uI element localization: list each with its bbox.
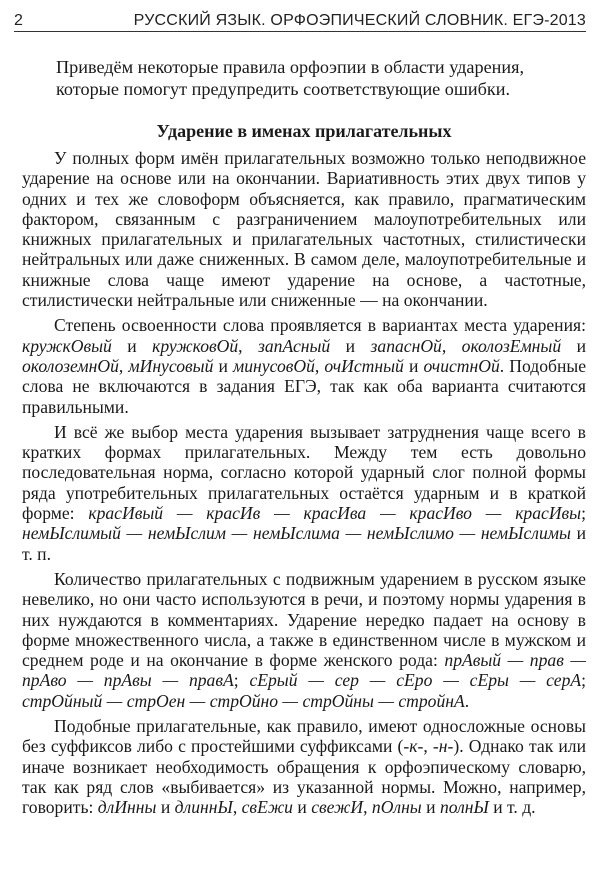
text-run: ; [233,670,250,691]
running-title: РУССКИЙ ЯЗЫК. ОРФОЭПИЧЕСКИЙ СЛОВНИК. ЕГЭ-2013 [133,12,586,29]
paragraph-1: У полных форм имён прилагательных возможно только неподвижное ударение на основе или на окончании. Вариативность этих двух типов у одних и тех же словоформ объясняется, как правило, прагматическим фактором, связанным с разграничением малоупотребительных или книжных прилагательных и прилагательных частотных, стилистически нейтральных или даже сниженных. В самом деле, малоупотребительные и книжные слова чаще имеют ударение на основе, а частотные, стилистически нейтральные или сниженные — на окончании. [22,148,586,311]
text-run: и [561,335,586,356]
text-run: и [330,335,371,356]
text-run: . [464,690,470,711]
example-word: сЕрый — сер — сЕро — сЕры — серА [249,670,582,691]
example-word: очистнОй [423,355,500,376]
text-run: и [213,355,234,376]
example-word: мИнусовый [128,355,214,376]
example-word: очИстный [324,355,404,376]
example-word: немЫслимый — немЫслим — немЫслима — немЫслимо — немЫслимы [22,523,571,544]
example-word: пОлны [371,797,422,818]
text-run: и [111,335,153,356]
example-word: свЕжи [241,797,293,818]
text-run: , [314,355,325,376]
text-run: , [118,355,129,376]
example-word: прАвый — прав — прАво — прАвы — правА [22,650,586,691]
example-word: околоземнОй [22,355,119,376]
text-run: и [292,797,312,818]
text-run: Степень освоенности слова проявляется в вариантах места ударения: [54,315,586,336]
intro-paragraph: Приведём некоторые правила орфоэпии в области ударения, которые помогут предупредить соответствующие ошибки. [56,57,525,99]
text-run: и т. д. [488,797,536,818]
example-word: длиннЫ [174,797,233,818]
example-word: запаснОй [370,335,442,356]
text-run: Количество прилагательных с подвижным ударением в русском языке невелико, но они часто используются в речи, и поэтому нормы ударения в них нуждаются в комментариях. Ударение нередко падает на основу в форме множественного числа, а также в единственном числе в мужском и среднем роде и на окончание в форме женского рода: [22,568,586,671]
running-header [14,4,586,30]
example-word: свежИ [311,797,364,818]
suffix: -к- [403,736,424,757]
example-word: полнЫ [439,797,489,818]
example-word: кружковОй [152,335,239,356]
example-word: красИвый — красИв — красИва — красИво — красИвы [88,503,582,524]
paragraph-4 [22,569,586,711]
text-run: и т. п. [22,523,586,564]
page-content [22,56,586,823]
text-run: , [423,736,433,757]
paragraph-5 [22,716,586,817]
example-word: стрОйный — стрОен — стрОйно — стрОйны — стройнА [22,690,465,711]
example-word: длИнны [97,797,157,818]
header-rule [14,31,586,32]
example-word: запАсный [258,335,331,356]
text-run: . Подобные слова не включаются в задания ЕГЭ, так как оба варианта считаются правильными. [22,355,586,417]
example-word: околозЕмный [461,335,562,356]
page-number: 2 [14,12,24,29]
text-run: , [363,797,372,818]
text-run: ). Однако так или иначе возникает необходимость обращения к орфоэпическому словарю, так как ряд слов «выбивается» из указанной нормы. Можно, например, говорить: [22,736,586,818]
text-run: и [403,355,424,376]
text-run: И всё же выбор места ударения вызывает затруднения чаще всего в кратких формах прилагательных. Между тем есть довольно последовательная норма, согласно которой ударный слог полной формы ряда употребительных прилагательных остаётся ударным и в краткой форме: [22,421,586,524]
paragraph-2 [22,315,586,416]
text-run: Подобные прилагательные, как правило, имеют односложные основы без суффиксов либо с простейшими суффиксами ( [22,716,586,757]
section-title: Ударение в именах прилагательных [156,121,452,141]
text-run: ; [581,670,586,691]
example-word: кружкОвый [22,335,112,356]
text-run: , [238,335,259,356]
text-run: и [156,797,175,818]
text-run: ; [581,503,586,524]
text-run: , [232,797,242,818]
example-word: минусовОй [233,355,315,376]
suffix: -н- [432,736,454,757]
paragraph-3 [22,422,586,564]
text-run: , [441,335,462,356]
text-run: и [421,797,440,818]
